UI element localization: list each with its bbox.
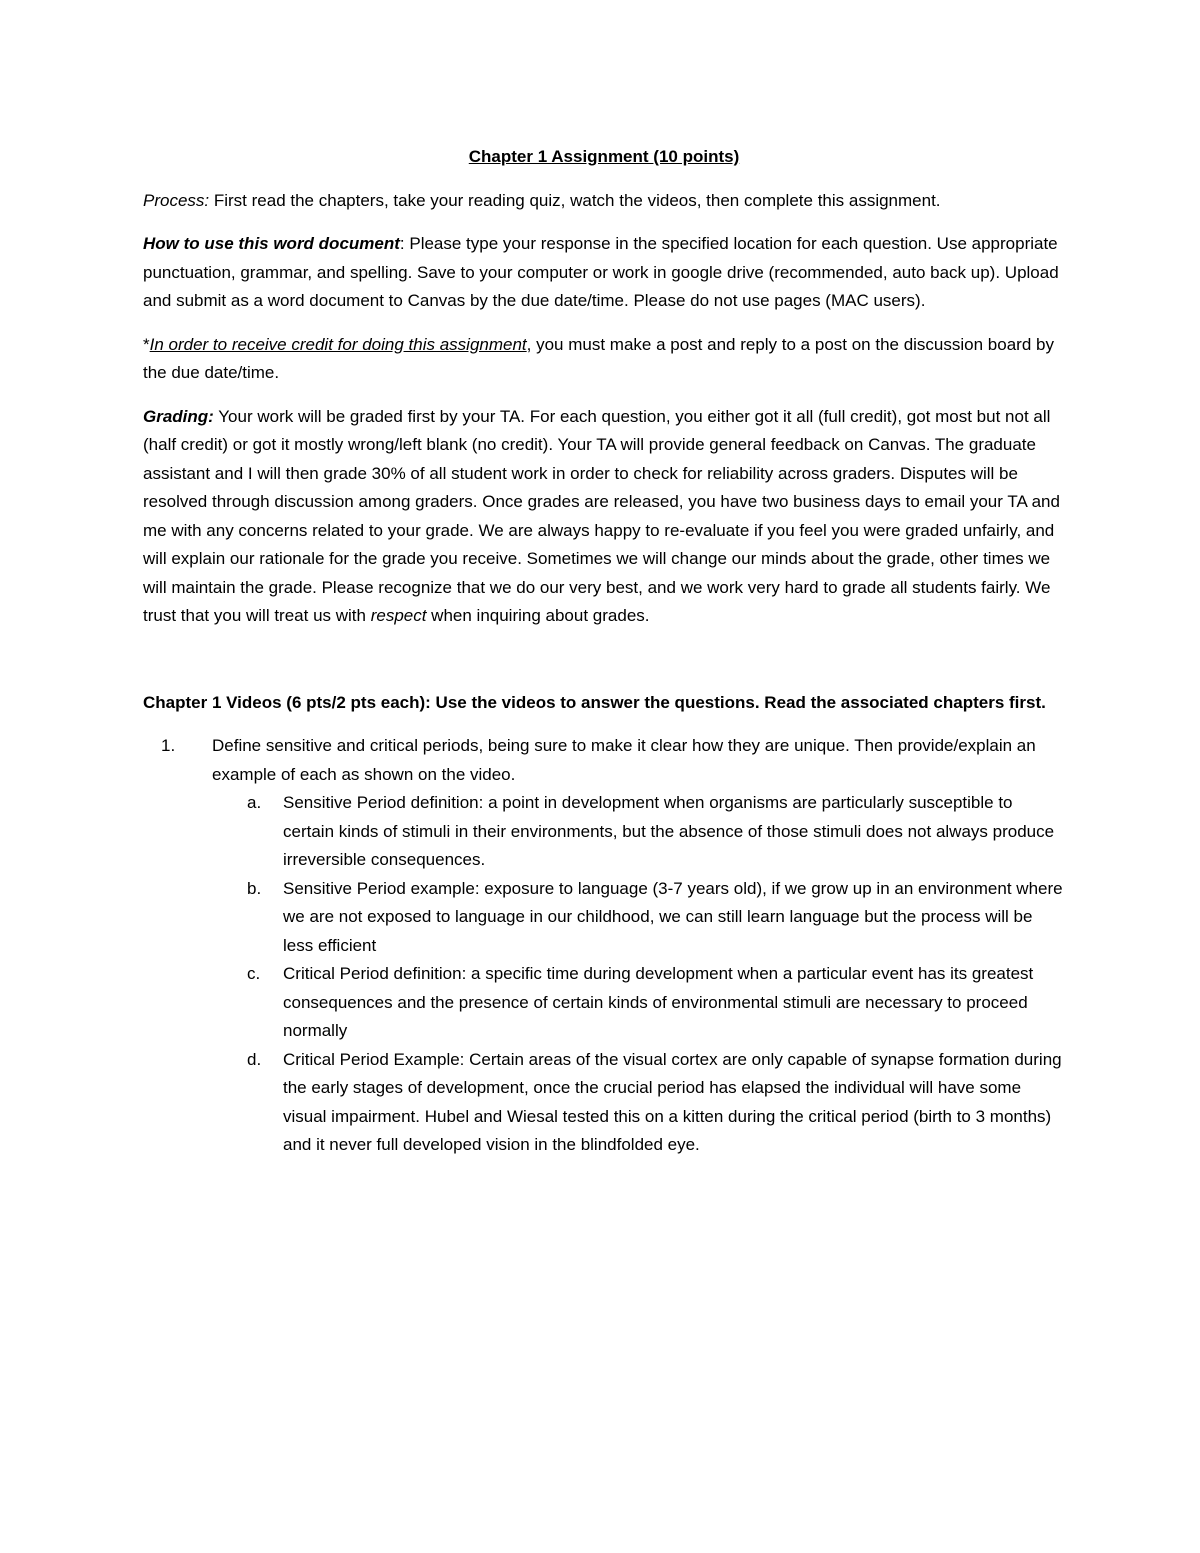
answer-item <box>212 960 1065 1046</box>
grading-text-before: Your work will be graded first by your TA. For each question, you either got it all (full credit), got most but not all (half credit) or got it mostly wrong/left blank (no credit). Your TA will provide general feedback on Canvas. The graduate assistant and I will then grade 30% of all student work in order to check for reliability across graders. Disputes will be resolved through discussion among graders. Once grades are released, you have two business days to email your TA and me with any concerns related to your grade. We are always happy to re-evaluate if you feel you were graded unfairly, and will explain our rationale for the grade you receive. Sometimes we will change our minds about the grade, other times we will maintain the grade. Please recognize that we do our very best, and we work very hard to grade all students fairly. We trust that you will treat us with <box>143 406 1060 625</box>
answer-text: Sensitive Period definition: a point in development when organisms are particularly susceptible to certain kinds of stimuli in their environments, but the absence of those stimuli does not always produce irreversible consequences. <box>283 793 1055 869</box>
question-list <box>143 732 1065 1160</box>
answer-text: Sensitive Period example: exposure to language (3-7 years old), if we grow up in an environment where we are not exposed to language in our childhood, we can still learn language but the process will be less efficient <box>283 878 1063 955</box>
question-item <box>143 732 1065 1160</box>
how-to-paragraph <box>143 230 1065 316</box>
answer-text: Critical Period definition: a specific time during development when a particular event has its greatest consequences and the presence of certain kinds of environmental stimuli are necessary to proceed normally <box>283 964 1034 1040</box>
process-label: Process: <box>143 190 210 210</box>
grading-label: Grading: <box>143 406 214 426</box>
answer-letter: d. <box>247 1049 262 1069</box>
answer-letter: c. <box>247 964 261 983</box>
answer-letter: a. <box>247 793 262 812</box>
question-text: Define sensitive and critical periods, being sure to make it clear how they are unique. Then provide/explain an example of each as shown on the video. <box>212 736 1036 784</box>
answer-list <box>212 789 1065 1160</box>
answer-item <box>212 789 1065 875</box>
grading-text-after: when inquiring about grades. <box>426 606 650 625</box>
process-paragraph <box>143 187 1065 216</box>
credit-note-emphasis: In order to receive credit for doing this assignment <box>149 334 527 354</box>
answer-text: Critical Period Example: Certain areas of the visual cortex are only capable of synapse formation during the early stages of development, once the crucial period has elapsed the individual will have some visual impairment. Hubel and Wiesal tested this on a kitten during the critical period (birth to 3 months) and it never full developed vision in the blindfolded eye. <box>283 1049 1062 1154</box>
answer-item <box>212 875 1065 961</box>
credit-note-star: * <box>143 334 150 354</box>
document-body <box>143 143 1065 1160</box>
grading-paragraph <box>143 403 1065 631</box>
process-text: First read the chapters, take your reading quiz, watch the videos, then complete this assignment. <box>209 190 941 210</box>
section-spacer <box>143 646 1065 689</box>
answer-item <box>212 1046 1065 1160</box>
videos-section-heading: Chapter 1 Videos (6 pts/2 pts each): Use the videos to answer the questions. Read the associated chapters first. <box>143 692 1046 712</box>
answer-letter: b. <box>247 878 262 898</box>
credit-note-paragraph <box>143 331 1065 388</box>
how-to-text: : Please type your response in the specified location for each question. Use appropriate punctuation, grammar, and spelling. Save to your computer or work in google drive (recommended, auto back up). Upload and submit as a word document to Canvas by the due date/time. Please do not use pages (MAC users). <box>143 234 1059 310</box>
document-title: Chapter 1 Assignment (10 points) <box>468 147 740 166</box>
question-number: 1. <box>161 736 176 755</box>
how-to-label: How to use this word document <box>143 234 400 253</box>
grading-emphasis: respect <box>370 606 427 625</box>
credit-note-text: , you must make a post and reply to a post on the discussion board by the due date/time. <box>143 334 1054 382</box>
